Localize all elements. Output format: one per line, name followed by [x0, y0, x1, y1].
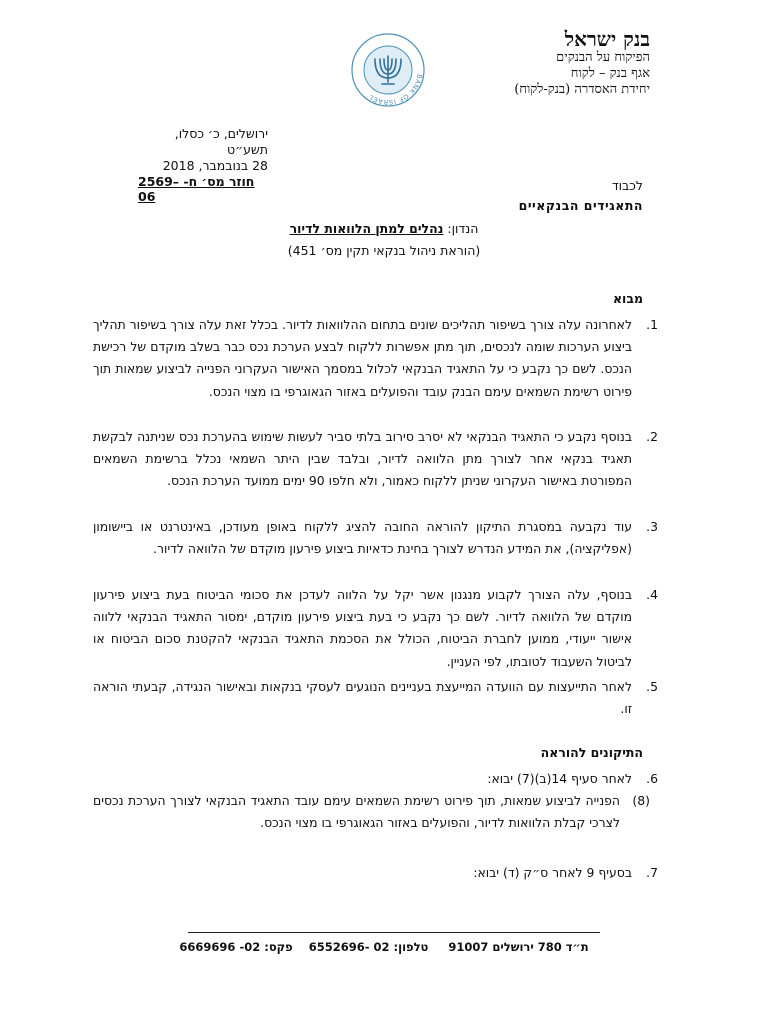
intro-item-4 [93, 584, 658, 673]
item-number: 7. [646, 865, 658, 880]
item-text: הפנייה לביצוע שמאות, תוך פירוט רשימת השמאים עימם עובד התאגיד הבנקאי לצורך הערכת נכסים לצרכי קבלת הלוואות לדיור, והפועלים באזור הגאוגרפי בו מצוי הנכס. [93, 793, 620, 831]
item-text: בסעיף 9 לאחר ס״ק (ד) יבוא: [473, 865, 632, 880]
intro-item-5 [93, 676, 658, 720]
subject-subtitle: (הוראת ניהול בנקאי תקין מס׳ 451) [287, 243, 481, 258]
item-number: 3. [646, 519, 658, 534]
amendments-heading: התיקונים להוראה [540, 745, 643, 760]
subject-label: הנדון: [447, 221, 479, 236]
item-number: (8) [632, 793, 650, 808]
item-number: 4. [646, 587, 658, 602]
subject-title: נהלים למתן הלוואות לדיור [289, 221, 444, 236]
footer-address: ת״ד 780 ירושלים 91007 [448, 940, 589, 954]
department-line-3: יחידת האסדרה (בנק-לקוח) [514, 82, 650, 97]
item-text: בנוסף, עלה הצורך לקבוע מנגנון אשר יקל על הלווה לעדכן את סכומי הביטוח בעת ביצוע פירעון מוקדם של הלוואה לדיור. לשם כך נקבע כי בעת ביצוע פירעון מוקדם, ימסור התאגיד הבנקאי ללווה אישור ייעודי, ממוען לחברת הביטוח, הכולל את הסכמת התאגיד הבנקאי להקטנת סכום הביטוח או לביטול השעבוד לטובתו, לפי העניין. [93, 587, 632, 669]
circular-number: 2569– חוזר מס׳ ח- 06 [138, 174, 255, 204]
amendment-item-7 [93, 862, 658, 884]
item-text: לאחר סעיף 14(ב)(7) יבוא: [487, 771, 632, 786]
item-number: 1. [646, 317, 658, 332]
hebrew-date: ירושלים, כ׳ כסלו, תשע״ט [174, 126, 268, 157]
item-number: 5. [646, 679, 658, 694]
item-text: עוד נקבעה במסגרת התיקון להוראה החובה להציג ללקוח באופן מעודכן, באינטרנט או ביישומון (אפליקציה), את המידע הנדרש לצורך בחינת כדאיות ביצוע פירעון מוקדם של הלוואה לדיור. [93, 519, 632, 557]
footer-fax: פקס: 02- 6669696 [179, 940, 293, 954]
subject-line [0, 221, 768, 236]
letterhead [514, 28, 650, 98]
footer-phone: טלפון: 02 -6552696 [308, 940, 429, 954]
item-text: בנוסף נקבע כי התאגיד הבנקאי לא יסרב סירוב בלתי סביר לעשות שימוש בהערכת נכס שניתנה לבקשת תאגיד בנקאי אחר לצורך מתן הלוואה לדיור, ובלבד שבין היתר השמאי נכלל ברשימת השמאים המפורטת באישור העקרוני שניתן ללקוח כאמור, ולא חלפו 90 ימים ממועד הערכת הנכס. [93, 429, 632, 489]
bank-of-israel-logo [350, 32, 426, 108]
item-text: לאחר התייעצות עם הוועדה המייעצת בעניינים הנוגעים לעסקי בנקאות ובאישור הנגידה, קבעתי הוראה זו. [93, 679, 632, 717]
amendment-item-6 [93, 768, 658, 790]
intro-heading: מבוא [612, 291, 643, 306]
recipients: התאגידים הבנקאיים [518, 198, 643, 213]
logo-ring-text: BANK OF ISRAEL [367, 73, 424, 107]
salutation: לכבוד [611, 178, 643, 193]
date-block [138, 126, 268, 204]
gregorian-date: 28 בנובמבר, 2018 [162, 158, 268, 173]
department-line-1: הפיקוח על הבנקים [556, 50, 650, 65]
amendment-subitem-8 [93, 790, 650, 834]
item-number: 6. [646, 771, 658, 786]
footer-contact [0, 940, 768, 954]
intro-item-2 [93, 426, 658, 493]
item-text: לאחרונה עלה צורך בשיפור תהליכים שונים בתחום ההלוואות לדיור. בכלל זאת עלה צורך בשיפור תהליך ביצוע הערכות שומה לנכסים, תוך מתן אפשרות ללקוח לבצע הערכת נכס כבר בשלב מוקדם של רכישת הנכס. לשם כך נקבע כי על התאגיד הבנקאי לכלול במסמך האישור העקרוני הפנייה לביצוע שמאות תוך פירוט רשימת השמאים עימם הבנק עובד והפועלים באזור הגאוגרפי בו מצוי הנכס. [93, 317, 632, 399]
footer-divider [188, 932, 600, 933]
department-line-2: אגף בנק – לקוח [570, 66, 650, 81]
intro-item-1 [93, 314, 658, 403]
intro-item-3 [93, 516, 658, 560]
item-number: 2. [646, 429, 658, 444]
bank-name: בנק ישראל [564, 27, 650, 51]
